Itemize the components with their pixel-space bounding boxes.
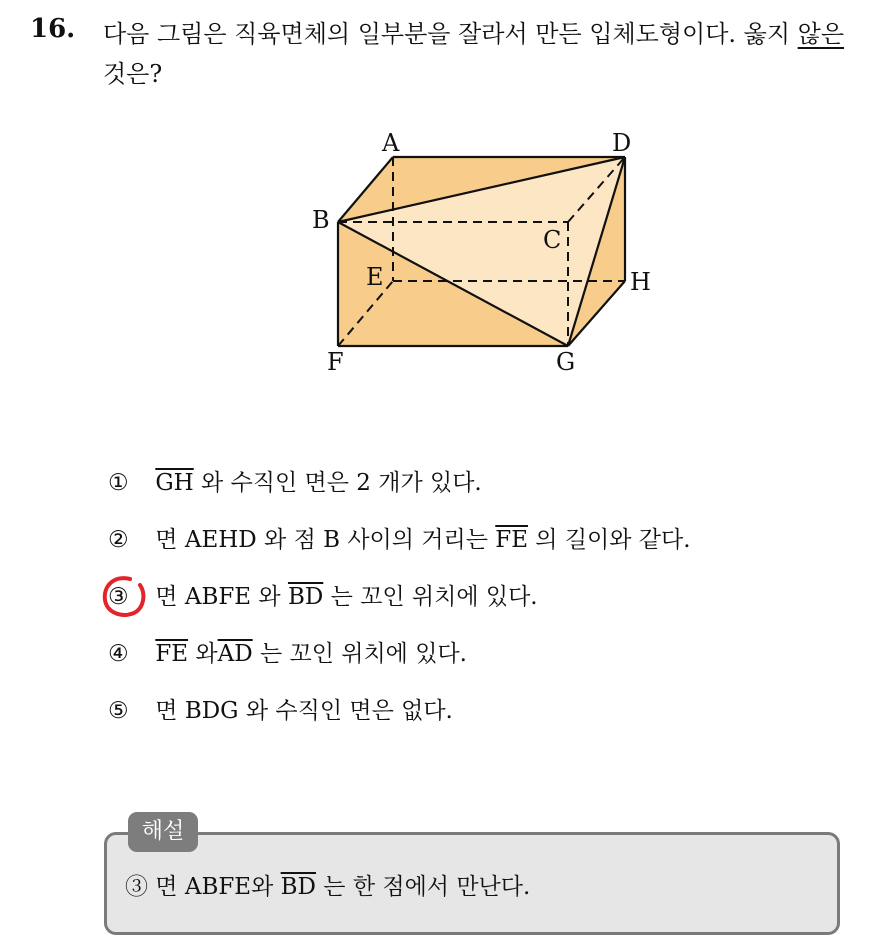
- option-text: 는 꼬인 위치에 있다.: [252, 641, 467, 667]
- vertex-label-e: E: [366, 263, 384, 291]
- option-text: 와 수직인 면은 2 개가 있다.: [193, 470, 482, 496]
- vertex-label-f: F: [327, 348, 344, 376]
- option-3[interactable]: [108, 580, 538, 614]
- question-text-underlined: 않은: [797, 20, 845, 48]
- option-text: 면 ABFE 와: [148, 584, 288, 610]
- vertex-label-d: D: [612, 129, 632, 157]
- explanation-tag: 해설: [128, 812, 198, 852]
- option-segment-notation: $\overline{FE}$: [155, 641, 189, 667]
- option-segment-notation: $\overline{AD}$: [217, 641, 253, 667]
- question-number: 16.: [30, 14, 76, 44]
- option-text: 는 꼬인 위치에 있다.: [323, 584, 538, 610]
- option-segment-notation: $\overline{FE}$: [495, 527, 528, 553]
- option-5[interactable]: [108, 694, 453, 728]
- explanation-segment-notation: $\overline{BD}$: [280, 874, 316, 900]
- option-number: ③: [108, 584, 129, 610]
- solid-figure: [290, 120, 670, 390]
- vertex-label-h: H: [630, 268, 651, 296]
- explanation-text: 는 한 점에서 만난다.: [315, 874, 531, 900]
- option-text: 의 길이와 같다.: [528, 527, 691, 553]
- vertex-label-a: A: [382, 129, 400, 157]
- option-2[interactable]: [108, 523, 691, 557]
- vertex-label-g: G: [556, 348, 576, 376]
- vertex-label-b: B: [312, 206, 330, 234]
- option-segment-notation: $\overline{BD}$: [287, 584, 324, 610]
- option-text: 면 BDG 와 수직인 면은 없다.: [148, 698, 453, 724]
- option-text: 면 AEHD 와 점 B 사이의 거리는: [148, 527, 496, 553]
- option-text: 와: [188, 641, 218, 667]
- option-1[interactable]: [108, 466, 482, 500]
- option-number: ⑤: [108, 698, 129, 724]
- explanation-text: ③ 면 ABFE와: [125, 874, 281, 900]
- vertex-label-c: C: [543, 226, 562, 254]
- option-number: ②: [108, 527, 129, 553]
- option-number: ④: [108, 641, 129, 667]
- option-4[interactable]: [108, 637, 467, 671]
- option-segment-notation: $\overline{GH}$: [155, 470, 194, 496]
- question-text: [103, 14, 873, 94]
- option-number: ①: [108, 470, 129, 496]
- question-text-end: 것은?: [103, 60, 163, 88]
- question-text-main: 다음 그림은 직육면체의 일부분을 잘라서 만든 입체도형이다. 옳지: [103, 20, 798, 48]
- explanation-text: [125, 868, 530, 901]
